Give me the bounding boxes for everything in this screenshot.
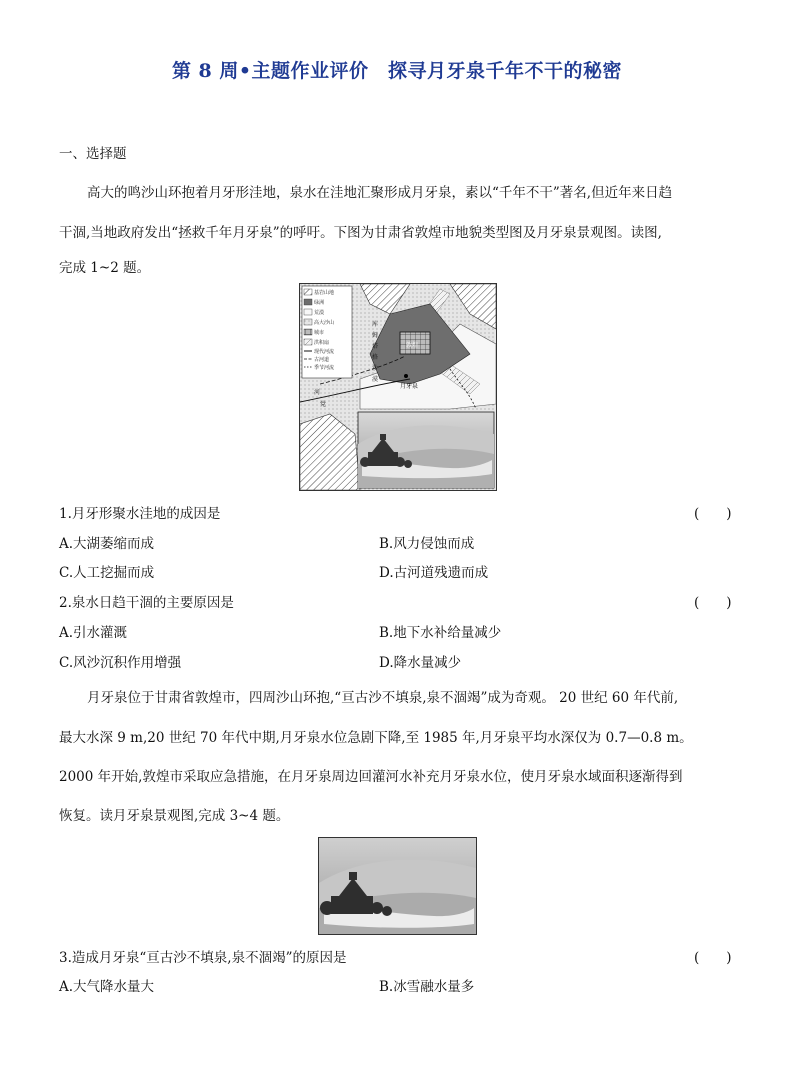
q2-option-c[interactable]: C.风沙沉积作用增强 [59, 655, 182, 671]
river-label-char: 党 [320, 401, 327, 408]
yueyaquan-landscape-photo [318, 837, 477, 935]
desert-name-char: 库 [372, 321, 379, 328]
legend-item: 城市 [314, 330, 325, 336]
legend-item: 荒漠 [314, 310, 325, 316]
legend-item: 洪积扇 [314, 340, 330, 346]
yueyaquan-marker [404, 374, 408, 378]
intro1-line3: 完成 1~2 题。 [59, 260, 151, 276]
question-3-answer-blank: ( ) [694, 950, 732, 966]
q1-option-a[interactable]: A.大湖萎缩而成 [59, 536, 155, 552]
q2-option-a[interactable]: A.引水灌溉 [59, 625, 128, 641]
section-heading: 一、选择题 [59, 146, 127, 162]
intro1-line1: 高大的鸣沙山环抱着月牙形洼地，泉水在洼地汇聚形成月牙泉，素以“千年不干”著名,但近年来日趋 [87, 185, 673, 201]
q3-option-a[interactable]: A.大气降水量大 [59, 979, 155, 995]
q2-option-b[interactable]: B.地下水补给量减少 [379, 625, 502, 641]
desert-name-char: 沙 [372, 365, 379, 372]
question-1-stem: 1.月牙形聚水洼地的成因是 [59, 506, 221, 522]
q1-option-d[interactable]: D.古河道残遗而成 [379, 565, 489, 581]
desert-name-char: 塔 [372, 343, 379, 350]
intro2-line1: 月牙泉位于甘肃省敦煌市，四周沙山环抱,“亘古沙不填泉,泉不涸竭”成为奇观。 20 世纪 60 年代前, [87, 690, 679, 706]
desert-name-char: 格 [372, 354, 379, 361]
legend-item: 基岩山地 [314, 290, 335, 296]
q1-option-c[interactable]: C.人工挖掘而成 [59, 565, 155, 581]
city-label: 敦煌 [406, 342, 419, 349]
desert-name-char: 漠 [372, 376, 379, 383]
intro2-line2: 最大水深 9 m,20 世纪 70 年代中期,月牙泉水位急剧下降,至 1985 年,月牙泉平均水深仅为 0.7—0.8 m。 [59, 730, 693, 746]
q2-option-d[interactable]: D.降水量减少 [379, 655, 462, 671]
legend-item: 古河道 [314, 357, 330, 363]
q1-option-b[interactable]: B.风力侵蚀而成 [379, 536, 475, 552]
intro1-line2: 干涸,当地政府发出“拯救千年月牙泉”的呼吁。下图为甘肃省敦煌市地貌类型图及月牙泉景观图。读图, [59, 225, 662, 241]
intro2-line3: 2000 年开始,敦煌市采取应急措施，在月牙泉周边回灌河水补充月牙泉水位，使月牙泉水域面积逐渐得到 [59, 769, 683, 785]
question-1-answer-blank: ( ) [694, 506, 732, 522]
page-title: 第 8 周•主题作业评价 探寻月牙泉千年不干的秘密 [171, 60, 623, 82]
question-2-stem: 2.泉水日趋干涸的主要原因是 [59, 595, 234, 611]
question-3-stem: 3.造成月牙泉“亘古沙不填泉,泉不涸竭”的原因是 [59, 950, 347, 966]
legend-item: 绿洲 [314, 300, 325, 306]
question-2-answer-blank: ( ) [694, 595, 732, 611]
landscape-photo-art [319, 838, 476, 934]
intro2-line4: 恢复。读月牙泉景观图,完成 3~4 题。 [59, 808, 290, 824]
desert-name-char: 姆 [372, 332, 379, 339]
legend-item: 高大沙山 [314, 320, 335, 326]
river-label-char: 河 [314, 389, 321, 396]
legend-item: 季节河流 [314, 365, 335, 371]
q3-option-b[interactable]: B.冰雪融水量多 [379, 979, 475, 995]
inset-photo [358, 412, 494, 488]
terrain-map [300, 284, 496, 490]
legend-item: 现代河流 [314, 349, 335, 355]
terrain-map-figure [299, 283, 497, 491]
spring-label: 月牙泉 [400, 383, 419, 390]
